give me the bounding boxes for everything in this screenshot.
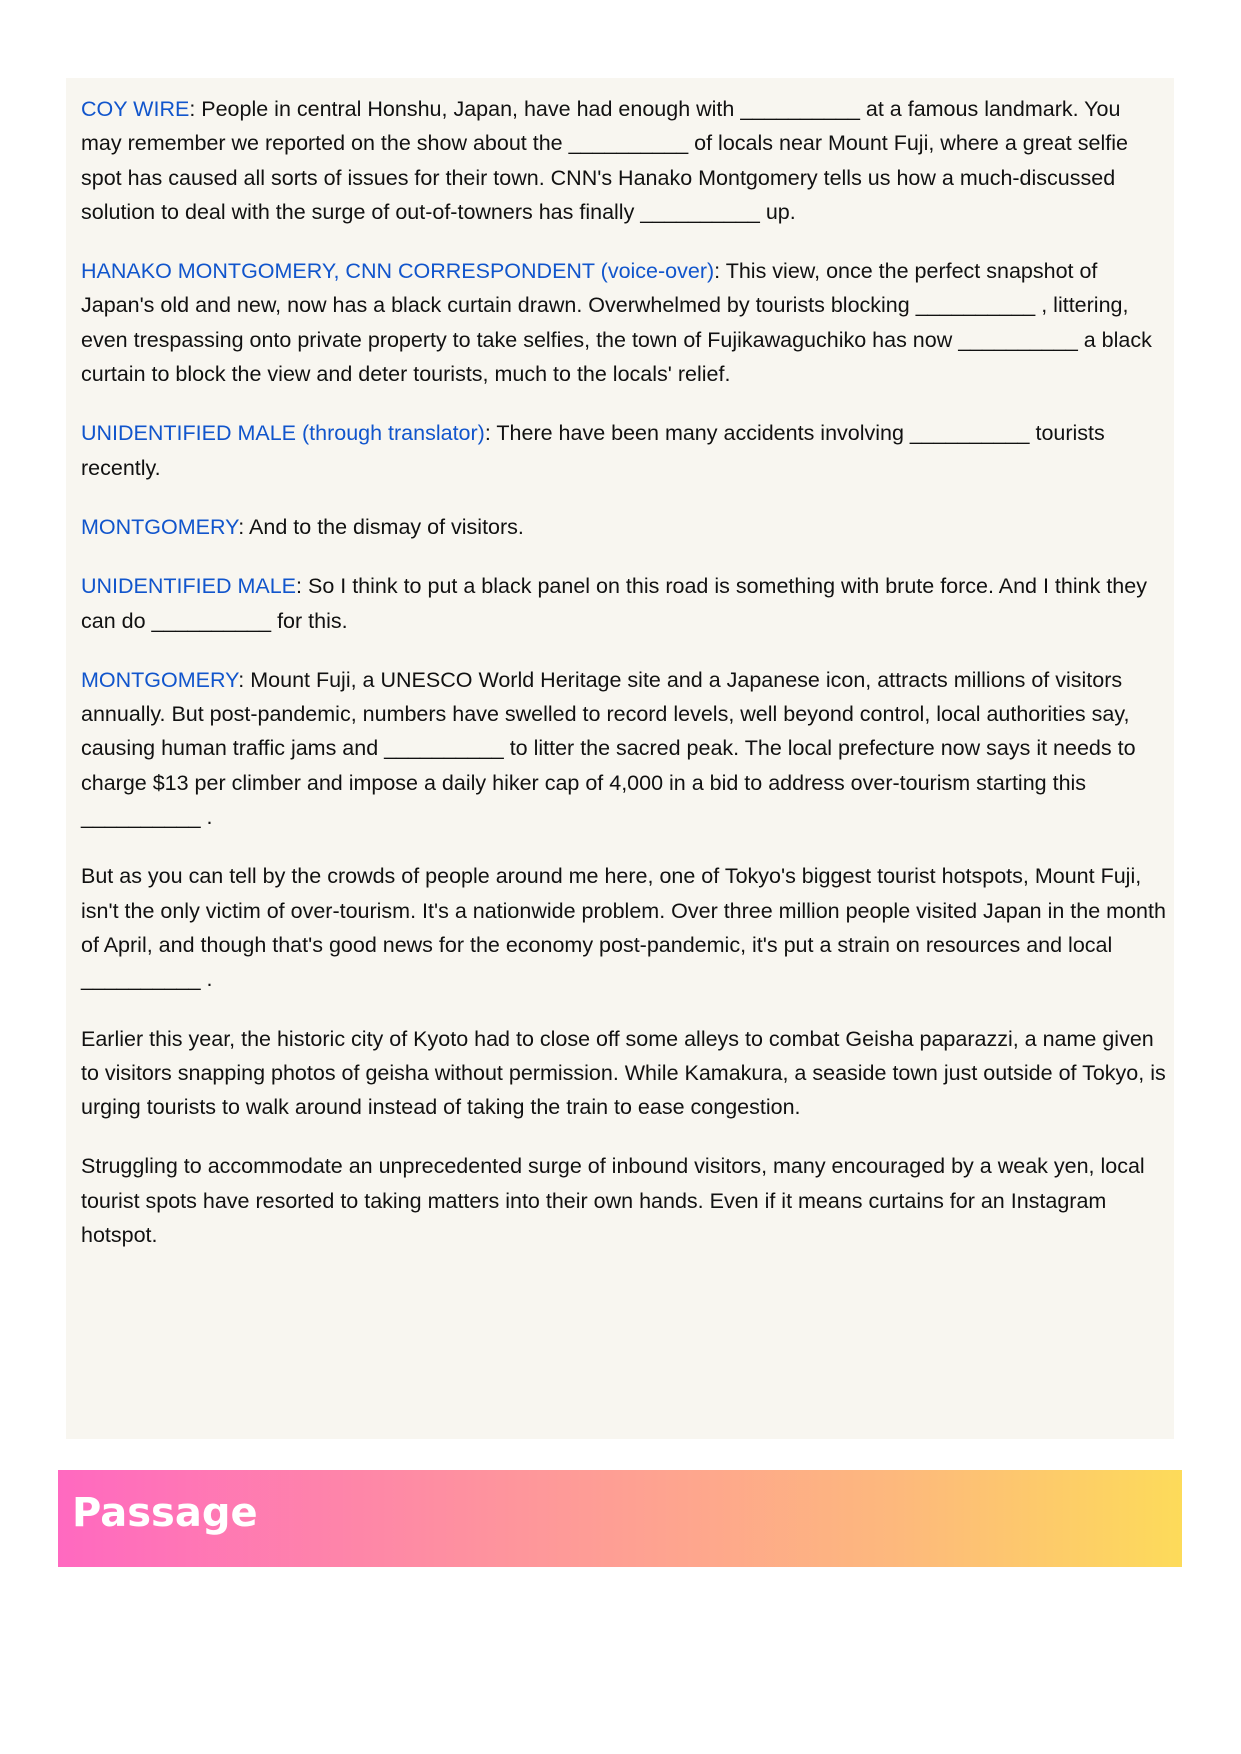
paragraph-text: : Mount Fuji, a UNESCO World Heritage site and a Japanese icon, attracts millions of visitors annually. But post-pandemic, numbers have swelled to record levels, well beyond control, local authorities say, causing human traffic jams and __________ to litter the sacred peak. The local prefecture now says it needs to charge $13 per climber and impose a daily hiker cap of 4,000 in a bid to address over-tourism starting this __________ . bbox=[81, 667, 1136, 830]
speaker-name: UNIDENTIFIED MALE (through translator) bbox=[81, 421, 485, 446]
transcript bbox=[81, 92, 1166, 1277]
paragraph-text: : People in central Honshu, Japan, have had enough with __________ at a famous landmark. You may remember we reported on the show about the __________ of locals near Mount Fuji, where a great selfie spot has caused all sorts of issues for their town. CNN's Hanako Montgomery tells us how a much-discussed solution to deal with the surge of out-of-towners has finally __________ up. bbox=[81, 97, 1128, 224]
paragraph bbox=[81, 1149, 1166, 1252]
speaker-name: COY WIRE bbox=[81, 97, 190, 121]
paragraph bbox=[81, 859, 1166, 996]
paragraph-text: Struggling to accommodate an unprecedented surge of inbound visitors, many encouraged by a weak yen, local tourist spots have resorted to taking matters into their own hands. Even if it means curtains for an Instagram hotspot. bbox=[81, 1154, 1145, 1248]
paragraph bbox=[81, 416, 1166, 485]
paragraph-text: But as you can tell by the crowds of people around me here, one of Tokyo's biggest tourist hotspots, Mount Fuji, isn't the only victim of over-tourism. It's a nationwide problem. Over three million people visited Japan in the month of April, and though that's good news for the economy post-pandemic, it's put a strain on resources and local __________ . bbox=[81, 864, 1166, 992]
paragraph bbox=[81, 1022, 1166, 1125]
speaker-name: UNIDENTIFIED MALE bbox=[81, 574, 297, 599]
speaker-name: MONTGOMERY bbox=[81, 667, 239, 692]
section-banner bbox=[58, 1470, 1182, 1567]
paragraph bbox=[81, 254, 1166, 391]
paragraph bbox=[81, 663, 1166, 834]
paragraph bbox=[81, 92, 1166, 229]
paragraph-text: : And to the dismay of visitors. bbox=[238, 514, 524, 539]
paragraph-text: : This view, once the perfect snapshot of Japan's old and new, now has a black curtain drawn. Overwhelmed by tourists blocking __________ , littering, even trespassing onto private property to take selfies, the town of Fujikawaguchiko has now __________ a black curtain to block the view and deter tourists, much to the locals' relief. bbox=[81, 259, 1152, 387]
paragraph bbox=[81, 569, 1166, 638]
banner-title: Passage bbox=[72, 1490, 258, 1536]
speaker-name: MONTGOMERY bbox=[81, 514, 239, 539]
paragraph bbox=[81, 510, 1166, 544]
paragraph-text: : There have been many accidents involving __________ tourists recently. bbox=[81, 421, 1105, 480]
paragraph-text: Earlier this year, the historic city of Kyoto had to close off some alleys to combat Geisha paparazzi, a name given to visitors snapping photos of geisha without permission. While Kamakura, a seaside town just outside of Tokyo, is urging tourists to walk around instead of taking the train to ease congestion. bbox=[81, 1026, 1166, 1120]
paragraph-text: : So I think to put a black panel on this road is something with brute force. And I think they can do __________ for this. bbox=[81, 574, 1147, 633]
speaker-name: HANAKO MONTGOMERY, CNN CORRESPONDENT (voice-over) bbox=[81, 259, 715, 284]
